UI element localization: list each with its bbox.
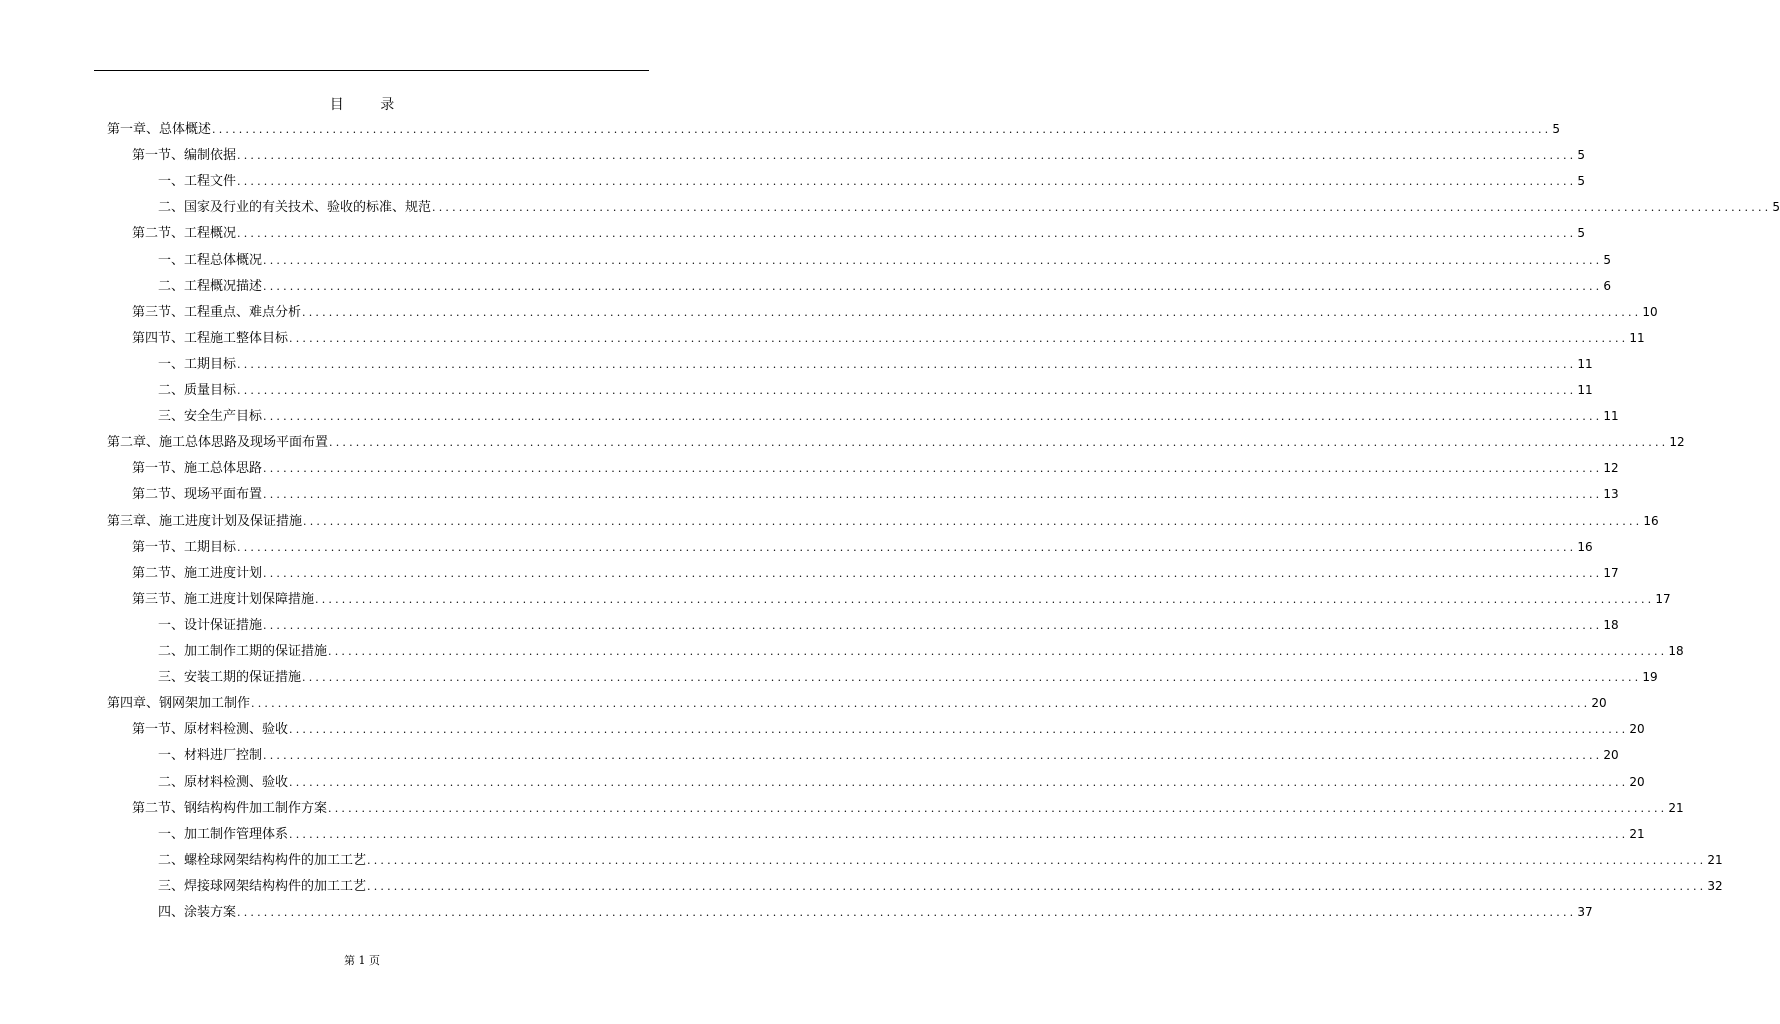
toc-leader-dots: ........................................................................................................................................................................................................: [237, 149, 1577, 163]
toc-leader-dots: ........................................................................................................................................................................................................: [328, 645, 1668, 658]
toc-entry[interactable]: [158, 823, 1645, 843]
toc-leader-dots: ........................................................................................................................................................................................................: [263, 253, 1603, 267]
toc-entry[interactable]: [158, 170, 1585, 190]
toc-leader-dots: ........................................................................................................................................................................................................: [237, 384, 1577, 397]
toc-leader-dots: ........................................................................................................................................................................................................: [289, 723, 1629, 737]
toc-entry-page: 16: [1643, 513, 1659, 528]
toc-entry[interactable]: [158, 849, 1723, 869]
toc-entry[interactable]: [132, 562, 1619, 582]
toc-entry-label: 二、国家及行业的有关技术、验收的标准、规范: [158, 200, 432, 216]
toc-entry[interactable]: [132, 797, 1684, 817]
toc-entry[interactable]: [107, 692, 1607, 712]
toc-entry[interactable]: [158, 875, 1723, 895]
toc-leader-dots: ........................................................................................................................................................................................................: [263, 566, 1603, 580]
toc-leader-dots: ........................................................................................................................................................................................................: [251, 697, 1591, 711]
toc-entry-page: 20: [1591, 696, 1607, 711]
toc-leader-dots: ........................................................................................................................................................................................................: [263, 488, 1603, 502]
toc-entry[interactable]: [158, 744, 1619, 764]
toc-entry-page: 18: [1668, 644, 1684, 658]
toc-entry-label: 第二章、施工总体思路及现场平面布置: [107, 435, 329, 451]
toc-entry-page: 17: [1655, 591, 1671, 606]
toc-leader-dots: ........................................................................................................................................................................................................: [289, 827, 1629, 841]
toc-entry-label: 一、材料进厂控制: [158, 748, 263, 764]
toc-entry-page: 20: [1629, 722, 1645, 737]
toc-entry[interactable]: [158, 249, 1611, 269]
toc-entry-label: 第二节、现场平面布置: [132, 487, 263, 503]
toc-entry-page: 37: [1577, 905, 1593, 919]
toc-entry-page: 10: [1642, 304, 1658, 319]
toc-entry-label: 第三节、工程重点、难点分析: [132, 304, 302, 320]
toc-entry-label: 二、加工制作工期的保证措施: [158, 644, 328, 659]
toc-entry[interactable]: [107, 510, 1659, 530]
toc-entry-page: 18: [1603, 617, 1619, 632]
toc-leader-dots: ........................................................................................................................................................................................................: [289, 775, 1629, 789]
toc-leader-dots: ........................................................................................................................................................................................................: [237, 906, 1577, 919]
toc-entry-page: 12: [1603, 461, 1619, 476]
toc-entry-page: 17: [1603, 565, 1619, 580]
toc-entry-label: 第三章、施工进度计划及保证措施: [107, 513, 303, 529]
toc-entry-label: 第三节、施工进度计划保障措施: [132, 591, 315, 607]
toc-leader-dots: ........................................................................................................................................................................................................: [289, 331, 1629, 345]
toc-entry[interactable]: [158, 353, 1593, 373]
toc-entry[interactable]: [132, 327, 1645, 347]
toc-entry[interactable]: [107, 431, 1685, 451]
toc-entry[interactable]: [158, 640, 1684, 660]
toc-leader-dots: ........................................................................................................................................................................................................: [302, 305, 1642, 319]
toc-entry[interactable]: [158, 771, 1645, 791]
toc-entry-page: 5: [1772, 200, 1780, 215]
toc-entry-page: 5: [1577, 226, 1585, 241]
toc-entry-label: 一、工期目标: [158, 356, 237, 372]
toc-entry[interactable]: [132, 718, 1645, 738]
toc-entry-page: 32: [1707, 878, 1723, 893]
page-footer: 第 1 页: [344, 954, 380, 967]
toc-entry-label: 二、螺栓球网架结构构件的加工工艺: [158, 852, 367, 868]
toc-entry-page: 20: [1603, 748, 1619, 763]
toc-entry-page: 21: [1707, 852, 1723, 867]
toc-entry-page: 16: [1577, 539, 1593, 554]
toc-leader-dots: ........................................................................................................................................................................................................: [263, 749, 1603, 763]
toc-entry[interactable]: [132, 536, 1593, 556]
toc-entry-label: 二、原材料检测、验收: [158, 774, 289, 790]
toc-entry-label: 第一节、原材料检测、验收: [132, 722, 289, 738]
toc-entry-page: 5: [1603, 252, 1611, 267]
toc-leader-dots: ........................................................................................................................................................................................................: [315, 592, 1655, 606]
toc-entry-label: 一、加工制作管理体系: [158, 826, 289, 842]
toc-leader-dots: ........................................................................................................................................................................................................: [237, 357, 1577, 371]
toc-entry-page: 21: [1629, 826, 1645, 841]
toc-entry[interactable]: [158, 614, 1619, 634]
toc-entry-page: 20: [1629, 774, 1645, 789]
toc-entry[interactable]: [158, 196, 1780, 216]
toc-entry-label: 第一节、施工总体思路: [132, 461, 263, 477]
toc-title: 目 录: [329, 97, 411, 113]
toc-leader-dots: ........................................................................................................................................................................................................: [303, 514, 1643, 528]
toc-entry-label: 第四节、工程施工整体目标: [132, 330, 289, 346]
toc-leader-dots: ........................................................................................................................................................................................................: [212, 123, 1552, 136]
toc-entry-page: 6: [1603, 278, 1611, 293]
toc-entry-page: 19: [1642, 670, 1658, 685]
toc-entry-label: 第四章、钢网架加工制作: [107, 696, 251, 712]
toc-leader-dots: ........................................................................................................................................................................................................: [329, 436, 1669, 450]
toc-entry-label: 三、安装工期的保证措施: [158, 670, 302, 686]
toc-entry-page: 21: [1668, 800, 1684, 815]
toc-leader-dots: ........................................................................................................................................................................................................: [263, 618, 1603, 632]
toc-entry-page: 5: [1577, 148, 1585, 163]
toc-entry-page: 11: [1629, 330, 1645, 345]
toc-entry[interactable]: [158, 405, 1619, 425]
toc-entry[interactable]: [132, 457, 1619, 477]
toc-leader-dots: ........................................................................................................................................................................................................: [367, 853, 1707, 867]
toc-entry-label: 第二节、钢结构构件加工制作方案: [132, 800, 328, 816]
toc-entry[interactable]: [158, 275, 1611, 295]
toc-leader-dots: ........................................................................................................................................................................................................: [263, 279, 1603, 293]
toc-entry-label: 第一章、总体概述: [107, 122, 212, 137]
toc-entry-label: 三、安全生产目标: [158, 409, 263, 425]
toc-entry[interactable]: [132, 301, 1658, 321]
toc-entry-page: 11: [1577, 356, 1593, 371]
toc-leader-dots: ........................................................................................................................................................................................................: [432, 201, 1772, 215]
toc-leader-dots: ........................................................................................................................................................................................................: [263, 462, 1603, 476]
toc-leader-dots: ........................................................................................................................................................................................................: [237, 540, 1577, 554]
toc-entry[interactable]: [158, 666, 1658, 686]
toc-entry-label: 第一节、编制依据: [132, 148, 237, 164]
toc-entry-label: 二、工程概况描述: [158, 278, 263, 294]
toc-entry-page: 13: [1603, 487, 1619, 502]
toc-entry-label: 三、焊接球网架结构构件的加工工艺: [158, 878, 367, 894]
toc-entry-label: 一、设计保证措施: [158, 617, 263, 633]
toc-leader-dots: ........................................................................................................................................................................................................: [263, 410, 1603, 424]
toc-leader-dots: ........................................................................................................................................................................................................: [328, 801, 1668, 815]
toc-entry-label: 一、工程总体概况: [158, 252, 263, 268]
header-rule: [94, 70, 649, 71]
toc-entry[interactable]: [158, 901, 1593, 921]
toc-entry-page: 12: [1669, 435, 1685, 450]
toc-entry[interactable]: [132, 483, 1619, 503]
toc-entry-page: 11: [1603, 409, 1619, 424]
toc-entry-page: 5: [1552, 122, 1560, 136]
toc-entry-label: 第二节、工程概况: [132, 226, 237, 242]
toc-entry-page: 5: [1577, 174, 1585, 189]
toc-leader-dots: ........................................................................................................................................................................................................: [302, 671, 1642, 685]
toc-entry-label: 二、质量目标: [158, 383, 237, 398]
toc-entry-label: 第二节、施工进度计划: [132, 565, 263, 581]
toc-leader-dots: ........................................................................................................................................................................................................: [237, 175, 1577, 189]
toc-entry[interactable]: [132, 222, 1585, 242]
toc-entry[interactable]: [158, 379, 1593, 399]
toc-entry-label: 第一节、工期目标: [132, 539, 237, 555]
toc-entry[interactable]: [107, 118, 1560, 138]
toc-entry-page: 11: [1577, 383, 1593, 397]
toc-entry-label: 一、工程文件: [158, 174, 237, 190]
toc-leader-dots: ........................................................................................................................................................................................................: [367, 879, 1707, 893]
toc-entry[interactable]: [132, 588, 1671, 608]
toc-leader-dots: ........................................................................................................................................................................................................: [237, 227, 1577, 241]
toc-entry-label: 四、涂装方案: [158, 905, 237, 920]
toc-entry[interactable]: [132, 144, 1585, 164]
